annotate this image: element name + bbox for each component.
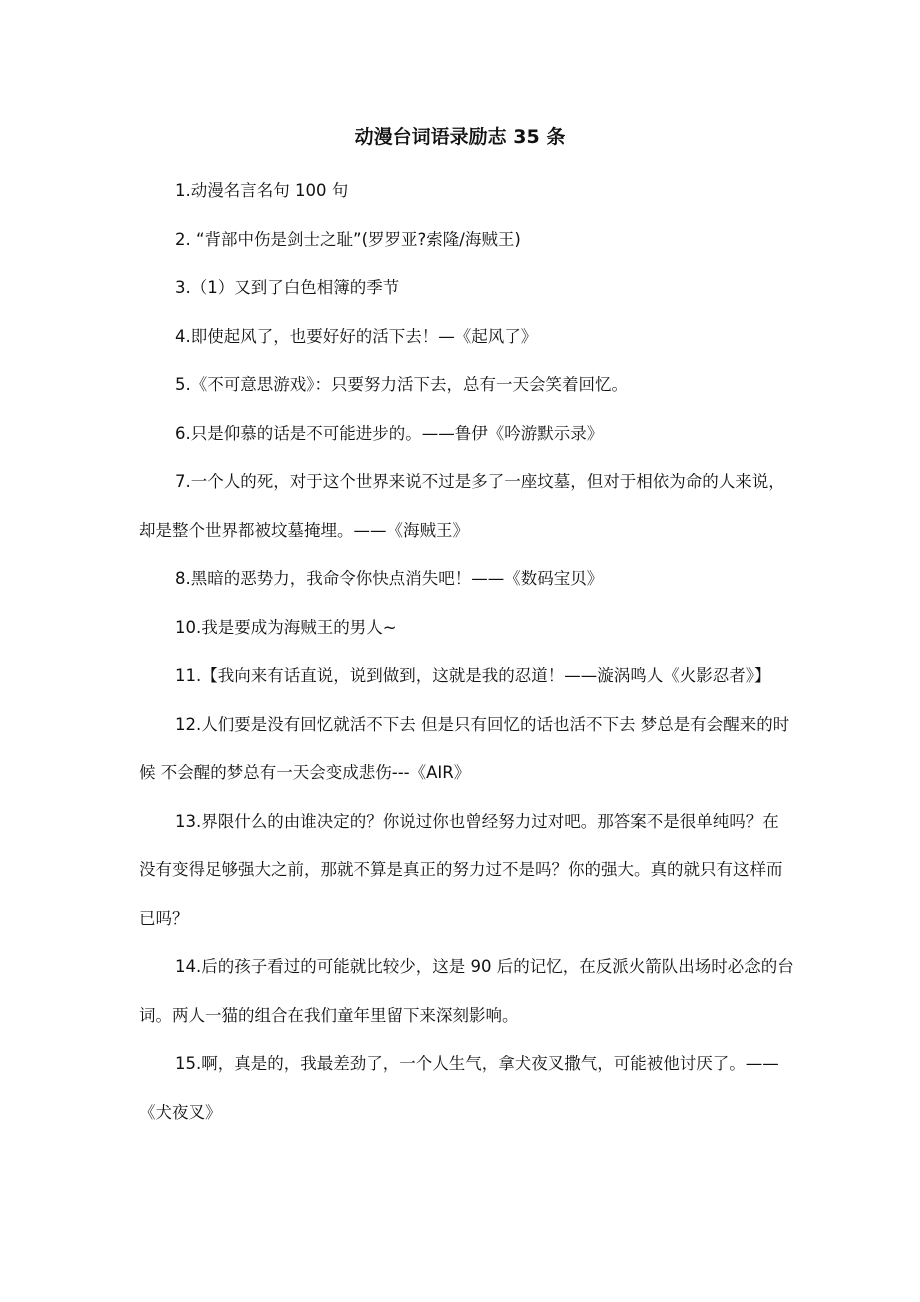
paragraph: 15.啊，真是的，我最差劲了，一个人生气，拿犬夜叉撒气，可能被他讨厌了。——《犬夜叉》 <box>139 1054 779 1122</box>
paragraph: 12.人们要是没有回忆就活不下去 但是只有回忆的话也活不下去 梦总是有会醒来的时候 不会醒的梦总有一天会变成悲伤---《AIR》 <box>139 714 790 782</box>
paragraph: 2. “背部中伤是剑士之耻”(罗罗亚?索隆/海贼王) <box>175 229 521 249</box>
paragraph: 11.【我向来有话直说，说到做到，这就是我的忍道！——漩涡鸣人《火影忍者》】 <box>175 666 771 685</box>
paragraph: 10.我是要成为海贼王的男人~ <box>175 617 397 637</box>
paragraph: 5.《不可意思游戏》：只要努力活下去，总有一天会笑着回忆。 <box>175 375 628 394</box>
paragraph: 7.一个人的死，对于这个世界来说不过是多了一座坟墓，但对于相依为命的人来说，却是整个世界都被坟墓掩埋。——《海贼王》 <box>139 472 785 540</box>
paragraph: 13.界限什么的由谁决定的？你说过你也曾经努力过对吧。那答案不是很单纯吗？在没有变得足够强大之前，那就不算是真正的努力过不是吗？你的强大。真的就只有这样而已吗？ <box>139 811 783 928</box>
paragraph: 14.后的孩子看过的可能就比较少，这是 90 后的记忆，在反派火箭队出场时必念的台词。两人一猫的组合在我们童年里留下来深刻影响。 <box>139 957 794 1025</box>
document-body <box>139 167 794 1137</box>
paragraph: 1.动漫名言名句 100 句 <box>175 181 349 200</box>
paragraph: 3.（1）又到了白色相簿的季节 <box>175 278 400 297</box>
document-title: 动漫台词语录励志 35 条 <box>354 126 566 148</box>
paragraph: 4.即使起风了，也要好好的活下去！—《起风了》 <box>175 326 538 346</box>
paragraph: 8.黑暗的恶势力，我命令你快点消失吧！——《数码宝贝》 <box>175 569 604 588</box>
paragraph: 6.只是仰慕的话是不可能进步的。——鲁伊《吟游默示录》 <box>175 423 604 443</box>
